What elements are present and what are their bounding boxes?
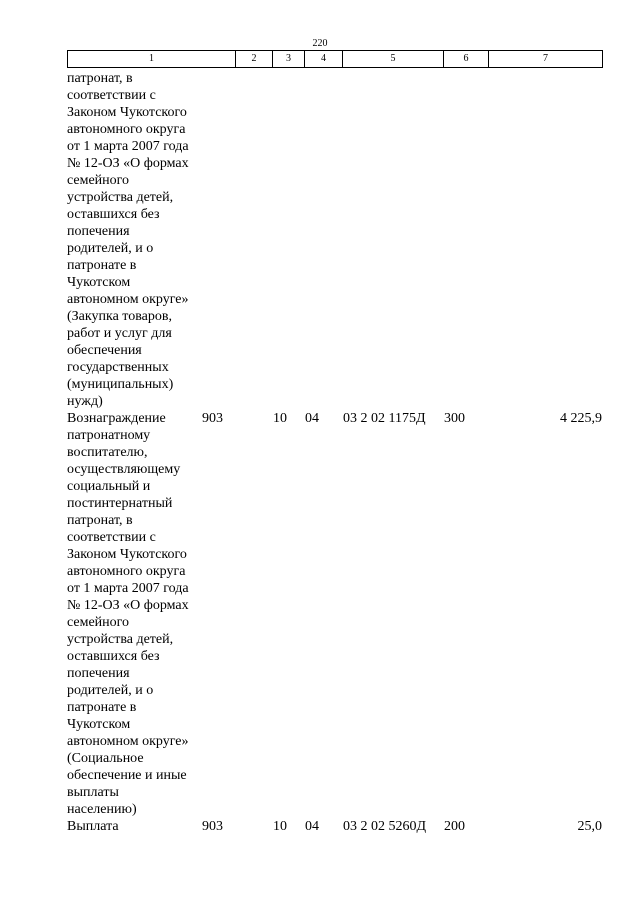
row-ministry-code: 903 (202, 411, 223, 426)
header-col-6: 6 (444, 51, 489, 68)
row-expense-type: 200 (444, 819, 465, 834)
row-amount: 4 225,9 (560, 411, 602, 426)
header-col-2: 2 (236, 51, 273, 68)
row-amount: 25,0 (577, 819, 602, 834)
header-col-4: 4 (305, 51, 343, 68)
row-subsection-code: 04 (305, 819, 319, 834)
row-section-code: 10 (273, 411, 287, 426)
header-col-3: 3 (273, 51, 305, 68)
budget-rows (67, 70, 602, 835)
row-target-code: 03 2 02 1175Д (343, 411, 426, 426)
row-subsection-code: 04 (305, 411, 319, 426)
row-name: патронат, в соответствии с Законом Чукотского автономного округа от 1 марта 2007 года № 12-ОЗ «О формах семейного устройства детей, оставшихся без попечения родителей, и о патронате в Чукотском автономном округе» (Закупка товаров, работ и услуг для обеспечения государственных (муниципальных) нужд) (67, 71, 189, 409)
header-col-1: 1 (68, 51, 236, 68)
row-name: Выплата (67, 819, 119, 834)
column-number-header (67, 50, 603, 68)
row-section-code: 10 (273, 819, 287, 834)
table-row (67, 410, 602, 818)
header-col-5: 5 (343, 51, 444, 68)
row-name: Вознаграждение патронатному воспитателю, осуществляющему социальный и постинтернатный патронат, в соответствии с Законом Чукотского автономного округа от 1 марта 2007 года № 12-ОЗ «О формах семейного устройства детей, оставшихся без попечения родителей, и о патронате в Чукотском автономном округе» (Социальное обеспечение и иные выплаты населению) (67, 411, 189, 817)
page-number: 220 (312, 38, 328, 49)
row-target-code: 03 2 02 5260Д (343, 819, 427, 834)
table-row (67, 818, 602, 835)
header-row (68, 51, 603, 68)
header-col-7: 7 (489, 51, 603, 68)
row-ministry-code: 903 (202, 819, 223, 834)
row-expense-type: 300 (444, 411, 465, 426)
table-row (67, 70, 602, 410)
